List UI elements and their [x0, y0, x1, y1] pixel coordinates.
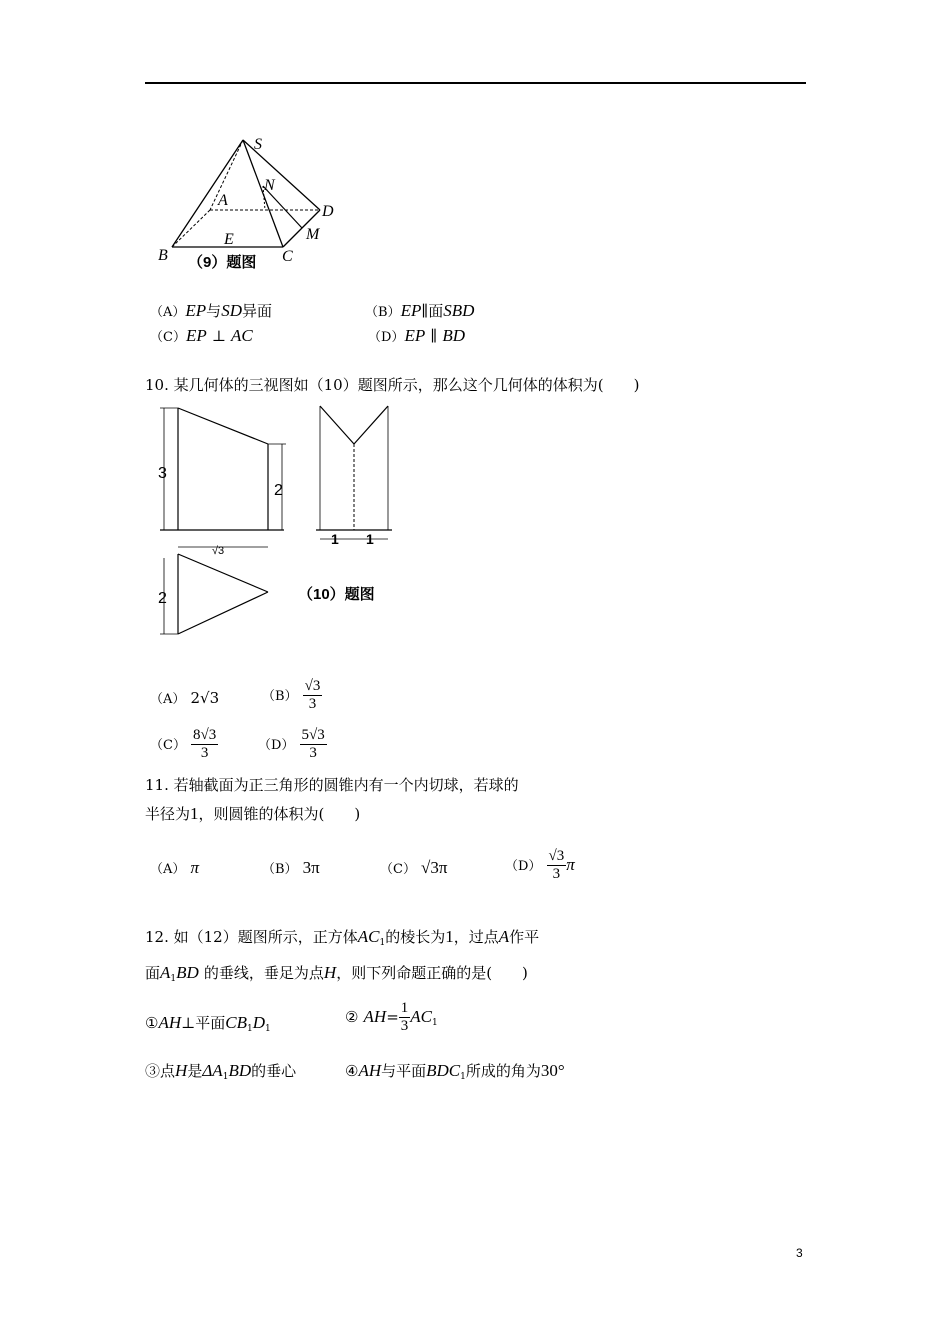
label-D: D	[322, 203, 334, 220]
q12-statement-1: ①AH⊥平面$CB_1D_1$	[145, 1013, 271, 1034]
label-E: E	[224, 231, 234, 248]
q11-option-a: （A） π	[150, 858, 200, 877]
q12-stem-line2: 面$A_1BD$ 的垂线，垂足为点H，则下列命题正确的是( )	[145, 963, 528, 984]
q11-stem-line1: 11. 若轴截面为正三角形的圆锥内有一个内切球，若球的	[145, 776, 519, 794]
q9-option-a: （A）EP与SD异面	[150, 301, 272, 320]
q9-option-d: （D）EP ∥ BD	[368, 326, 466, 345]
q9-pyramid-figure	[150, 130, 350, 275]
q11-option-c: （C） √3π	[380, 858, 448, 877]
q9-option-c: （C）EP ⊥ AC	[150, 326, 253, 345]
label-B: B	[158, 247, 168, 264]
q12-statement-2: ② AH= $\frac{1}{3}$ $AC_1$	[345, 1000, 438, 1034]
q11-option-b: （B） 3π	[262, 858, 320, 877]
q10-stem: 10. 某几何体的三视图如（10）题图所示，那么这个几何体的体积为( )	[145, 376, 640, 394]
dim-1-left: 1	[331, 531, 339, 547]
label-C: C	[282, 248, 293, 265]
q10-option-b: （B） $\frac{√3}{3}$	[262, 678, 321, 712]
label-M: M	[306, 226, 320, 243]
header-rule	[145, 82, 806, 84]
q9-figure-caption: （9）题图	[188, 254, 257, 271]
q12-statement-4: ④AH与平面$BDC_1$所成的角为30°	[345, 1061, 565, 1082]
dim-2-front: 2	[274, 482, 283, 499]
q9-option-b: （B）EP∥面SBD	[365, 301, 475, 320]
q12-statement-3: ③点H是$\Delta A_1BD$的垂心	[145, 1061, 297, 1082]
q10-option-a: （A） 2√3	[150, 689, 220, 707]
q11-option-d: （D） $\frac{√3}{3}$ π	[505, 848, 575, 882]
page-number: 3	[796, 1246, 803, 1260]
q12-stem-line1: 12. 如（12）题图所示，正方体$AC_1$的棱长为1，过点A作平	[145, 927, 540, 948]
q10-option-d: （D） $\frac{5√3}{3}$	[258, 727, 325, 761]
dim-2-top: 2	[158, 590, 167, 607]
dim-1-right: 1	[366, 531, 374, 547]
label-N: N	[264, 177, 275, 194]
q10-option-c: （C） $\frac{8√3}{3}$	[150, 727, 217, 761]
label-A: A	[218, 192, 228, 209]
label-S: S	[254, 136, 262, 153]
q10-three-view-figure	[150, 402, 400, 642]
q10-figure-caption: （10）题图	[298, 586, 375, 603]
dim-sqrt3: √3	[212, 545, 225, 557]
q11-stem-line2: 半径为1，则圆锥的体积为( )	[145, 804, 361, 823]
dim-3: 3	[158, 465, 167, 482]
